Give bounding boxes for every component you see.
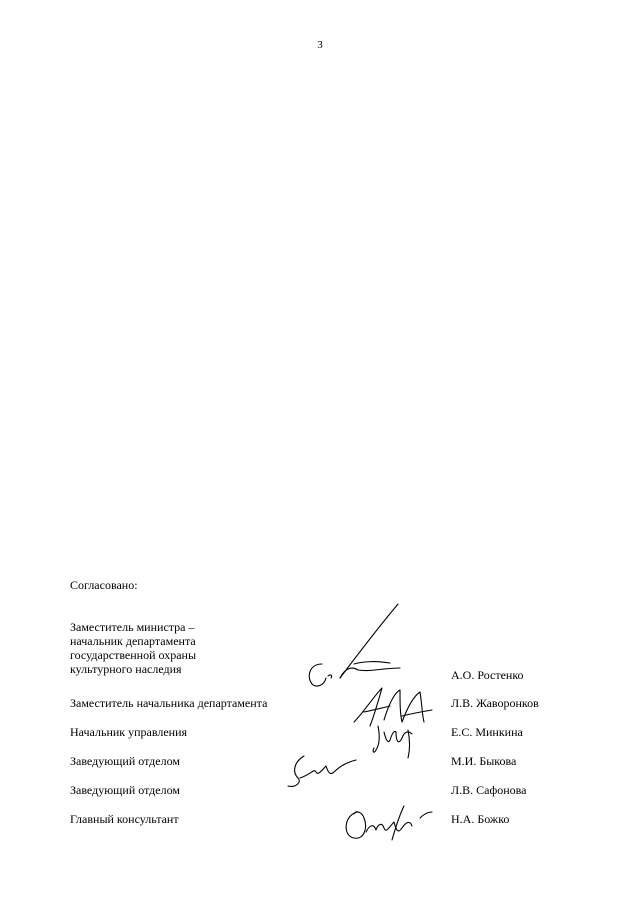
signatory-name: Н.А. Божко: [451, 812, 510, 826]
signatory-name: М.И. Быкова: [451, 754, 517, 768]
signatory-position: Заведующий отделом: [70, 783, 180, 797]
agreed-label: Согласовано:: [70, 578, 138, 592]
handwritten-signature: [340, 800, 440, 850]
handwritten-signature: [282, 748, 362, 796]
signatory-name: Л.В. Жаворонков: [451, 696, 539, 710]
signatory-position: Начальник управления: [70, 725, 188, 739]
signatory-name: Л.В. Сафонова: [451, 783, 527, 797]
signatory-name: А.О. Ростенко: [451, 668, 524, 682]
handwritten-signature: [368, 714, 428, 762]
page-number: 3: [317, 39, 323, 51]
signatory-position: Заведующий отделом: [70, 754, 180, 768]
signatory-name: Е.С. Минкина: [451, 725, 523, 739]
signatory-position: Заместитель начальника департамента: [70, 696, 268, 710]
signatory-position: Главный консультант: [70, 812, 179, 826]
signatory-position: Заместитель министра – начальник департамента государственной охраны культурного наследия: [70, 620, 197, 676]
